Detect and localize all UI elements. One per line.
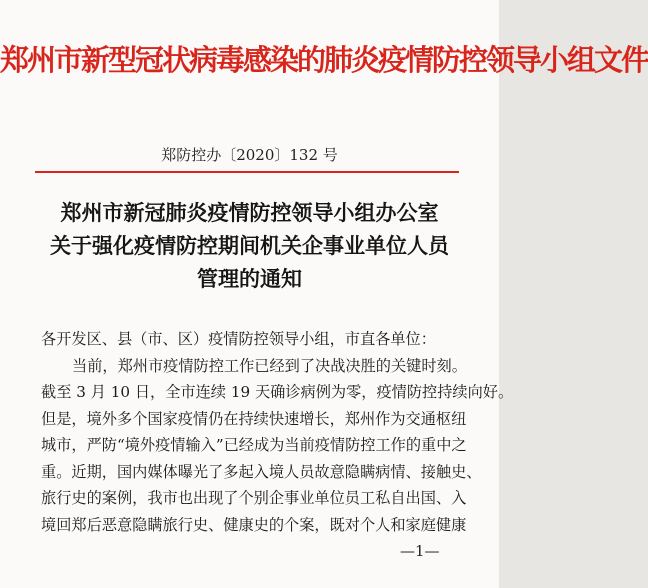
red-divider-line: [35, 171, 459, 173]
red-header-title: 郑州市新型冠状病毒感染的肺炎疫情防控领导小组文件: [0, 43, 648, 77]
body-line: 境回郑后恶意隐瞒旅行史、健康史的个案，既对个人和家庭健康: [41, 515, 467, 534]
body-line: 截至 3 月 10 日，全市连续 19 天确诊病例为零，疫情防控持续向好。: [41, 383, 514, 401]
page-number: —1—: [400, 542, 440, 560]
body-line: 当前，郑州市疫情防控工作已经到了决战决胜的关键时刻。: [72, 356, 467, 375]
subject-line-1: 郑州市新冠肺炎疫情防控领导小组办公室: [60, 200, 439, 225]
notice-subject: [0, 196, 499, 295]
body-line: 城市，严防“境外疫情输入”已经成为当前疫情防控工作的重中之: [41, 436, 467, 454]
body-line: 重。近期，国内媒体曝光了多起入境人员故意隐瞒病情、接触史、: [41, 462, 482, 481]
subject-line-3: 管理的通知: [197, 266, 302, 291]
salutation: 各开发区、县（市、区）疫情防控领导小组，市直各单位：: [41, 330, 436, 348]
body-line: 但是，境外多个国家疫情仍在持续快速增长，郑州作为交通枢纽: [41, 409, 467, 428]
body-line: 旅行史的案例，我市也出现了个别企事业单位员工私自出国、入: [41, 489, 467, 507]
notice-body: [41, 326, 514, 538]
document-number: 郑防控办〔2020〕132 号: [161, 146, 338, 164]
subject-line-2: 关于强化疫情防控期间机关企事业单位人员: [50, 233, 449, 258]
